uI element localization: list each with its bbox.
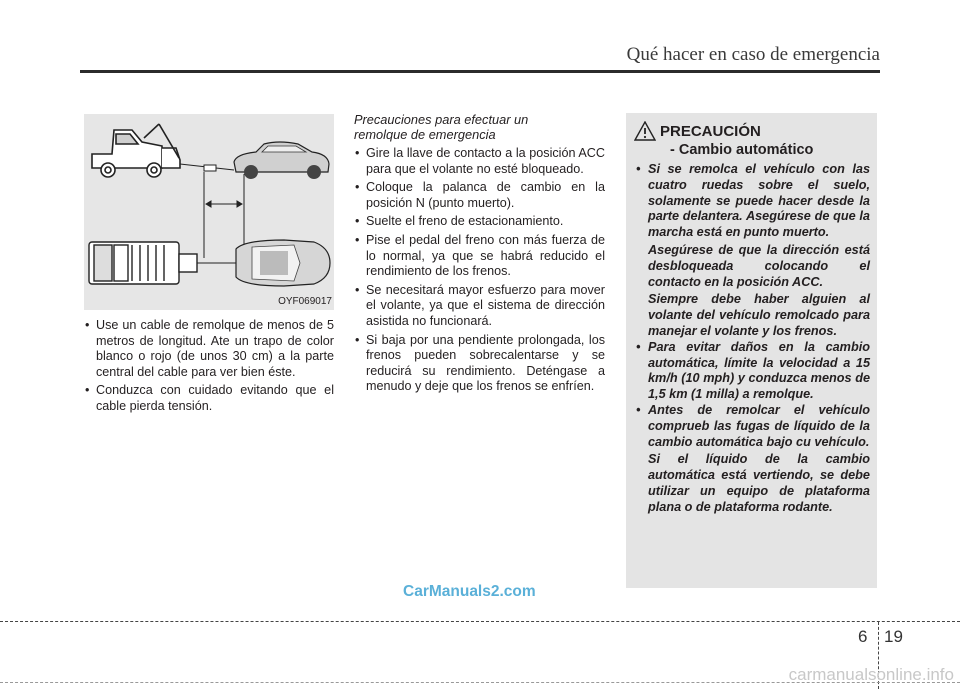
- caution-body: [635, 162, 870, 516]
- emergency-towing-precautions: [354, 112, 605, 398]
- list-item: • Suelte el freno de estacionamiento.: [354, 214, 605, 230]
- tow-truck-diagram: [84, 114, 334, 310]
- towing-illustration: [84, 114, 334, 310]
- watermark-link[interactable]: CarManuals2.com: [403, 583, 536, 600]
- list-item: • Conduzca con cuidado evitando que el cable pierda tensión.: [84, 383, 334, 414]
- figure-code: OYF069017: [278, 296, 332, 307]
- list-item: [635, 403, 870, 516]
- sedan-side-icon: [234, 142, 329, 179]
- page-number: 19: [884, 627, 903, 646]
- caution-text: Siempre debe haber alguien al volante del vehículo remolcado para manejar el volante y los frenos.: [648, 292, 870, 338]
- list-item: [635, 340, 870, 403]
- caution-text: Antes de remolcar el vehículo comprueb las fugas de líquido de la cambio automática bajo cu vehículo.: [648, 402, 870, 449]
- tow-truck-side-icon: [92, 124, 180, 177]
- caution-title: PRECAUCIÓN: [660, 123, 761, 140]
- caution-text: Para evitar daños en la cambio automática, límite la velocidad a 15 km/h (10 mph) y conduzca menos de 1,5 km (1 milla) a remolque.: [648, 339, 870, 402]
- warning-triangle-icon: [634, 121, 656, 141]
- section-title: Qué hacer en caso de emergencia: [626, 44, 880, 65]
- caution-text: Asegúrese de que la dirección está desbloqueada colocando el contacto en la posición ACC.: [648, 242, 870, 289]
- precautions-heading: [354, 112, 605, 142]
- chapter-number: 6: [858, 627, 868, 646]
- header-rule: [80, 70, 880, 73]
- caution-text: Si se remolca el vehículo con las cuatro ruedas sobre el suelo, solamente se puede hacer desde la parte delantera. Asegúrese de que la marcha está en punto muerto.: [648, 162, 870, 240]
- caution-text: Si el líquido de la cambio automática está vertiendo, se debe utilizar un equipo de plataforma plana o de plataforma rodante.: [648, 452, 870, 514]
- tow-truck-top-icon: [89, 242, 197, 284]
- list-item: • Si baja por una pendiente prolongada, los frenos pueden sobrecalentarse y se reducirá su rendimiento. Deténgase a menudo y deje que los frenos se enfríen.: [354, 333, 605, 395]
- heading-line: Precauciones para efectuar un: [354, 112, 529, 127]
- tow-cable-instructions: [84, 318, 334, 418]
- list-item: • Coloque la palanca de cambio en la posición N (punto muerto).: [354, 180, 605, 211]
- footer-rule: [0, 621, 960, 622]
- list-item: • Gire la llave de contacto a la posición ACC para que el volante no esté bloqueado.: [354, 146, 605, 177]
- caution-box: [626, 113, 877, 588]
- list-item: • Use un cable de remolque de menos de 5 metros de longitud. Ate un trapo de color blanco o rojo (de unos 30 cm) a la parte central del cable para ver bien éste.: [84, 318, 334, 380]
- sedan-top-icon: [236, 240, 330, 286]
- heading-line: remolque de emergencia: [354, 127, 496, 142]
- site-watermark: carmanualsonline.info: [788, 665, 954, 684]
- caution-subtitle: - Cambio automático: [670, 142, 814, 158]
- list-item: • Pise el pedal del freno con más fuerza de lo normal, ya que se habrá reducido el rendimiento de los frenos.: [354, 233, 605, 280]
- list-item: • Se necesitará mayor esfuerzo para mover el volante, ya que el sistema de dirección asistida no funcionará.: [354, 283, 605, 330]
- list-item: [635, 162, 870, 340]
